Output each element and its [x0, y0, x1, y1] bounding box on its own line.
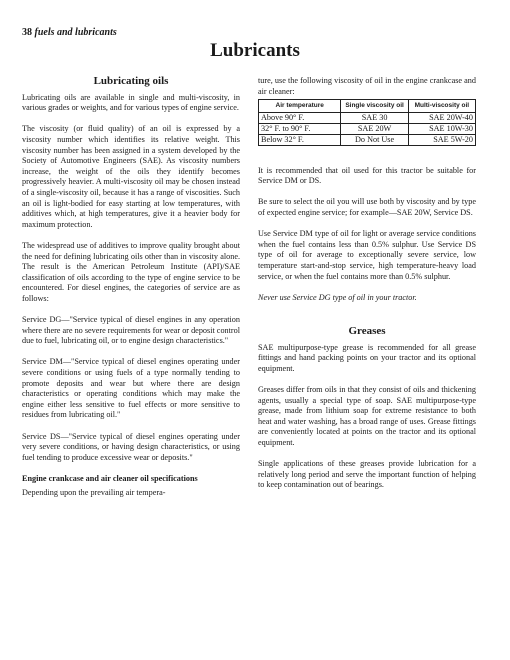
greases-heading: Greases [348, 325, 386, 337]
viscosity-table [258, 99, 476, 146]
table-row [259, 134, 476, 145]
paragraph: Depending upon the prevailing air tempera- [22, 487, 166, 497]
paragraph: The viscosity (or fluid quality) of an oil is expressed by a viscosity number which identifies its relative weight. This viscosity number has been assigned in a system developed by the Society of Automotive Engineers (SAE). As viscosity numbers increase, the weight of the oils they identify becomes progressively heavier. A multi-viscosity oil may be chosen instead of a single-viscosity oil, because it has a range of viscosities. Such an oil is light-bodied for easy starting at low temperatures, with additives which, at high temperatures, give it a heavier body for maximum protection. [22, 124, 240, 229]
table-row [259, 123, 476, 134]
lubricating-oils-heading: Lubricating oils [93, 75, 169, 87]
table-cell: 32° F. to 90° F. [259, 123, 341, 134]
running-head [22, 27, 117, 38]
paragraph: Lubricating oils are available in single and multi-viscosity, in various grades or weights, and for various types of engine service. [22, 92, 240, 113]
paragraph: Greases differ from oils in that they consist of oils and thickening agents, usually a special type of soap. SAE multipurpose-type grease, made from lithium soap for extreme resistance to both heat and water washing, has a broad range of uses. Grease fittings are conveniently located at points on the tractor and its optional equipment. [258, 384, 476, 447]
table-header-single-viscosity: Single viscosity oil [341, 100, 408, 113]
paragraph: Be sure to select the oil you will use both by viscosity and by type of expected engine service; for example—SAE 20W, Service DS. [258, 197, 476, 218]
table-cell: SAE 30 [341, 112, 408, 123]
paragraph: Use Service DM type of oil for light or average service conditions when the fuel contains less than 0.5% sulphur. Use Service DS type of oil for average to exceptionally severe service, low temperature start-and-stop service, high temperature-heavy load service, or when the fuel contains more than 0.5% sulphur. [258, 229, 476, 281]
paragraph: The widespread use of additives to improve quality brought about the need for defining lubricating oils other than in viscosity alone. The result is the American Petroleum Institute (API)/SAE classification of oils according to the type of engine service to be encountered. For diesel engines, the categories of service are as follows: [22, 240, 240, 303]
table-row [259, 112, 476, 123]
left-column [22, 76, 240, 500]
table-cell: SAE 20W-40 [408, 112, 475, 123]
oil-specifications-subheading: Engine crankcase and air cleaner oil specifications [22, 473, 198, 483]
table-cell: SAE 5W-20 [408, 134, 475, 145]
warning-note: Never use Service DG type of oil in your tractor. [258, 292, 417, 302]
section-name: fuels and lubricants [34, 27, 117, 38]
table-cell: SAE 20W [341, 123, 408, 134]
table-header-multi-viscosity: Multi-viscosity oil [408, 100, 475, 113]
table-cell: Do Not Use [341, 134, 408, 145]
table-cell: SAE 10W-30 [408, 123, 475, 134]
table-cell: Below 32° F. [259, 134, 341, 145]
paragraph: Service DM—"Service typical of diesel engines operating under severe conditions or using fuels of a type normally tending to promote deposits and wear but where there are design characteristics or operating conditions which may make the engine either less sensitive to fuel effects or more sensitive to residues from lubricating oil." [22, 357, 240, 420]
paragraph: It is recommended that oil used for this tractor be suitable for Service DM or DS. [258, 165, 476, 186]
paragraph: Service DS—"Service typical of diesel engines operating under very severe conditions, or having design characteristics, or using fuel tending to produce excessive wear or deposits." [22, 431, 240, 462]
paragraph: ture, use the following viscosity of oil in the engine crankcase and air cleaner: [258, 76, 476, 96]
page-title: Lubricants [210, 40, 300, 61]
table-header-air-temperature: Air temperature [259, 100, 341, 113]
page-number: 38 [22, 27, 32, 38]
paragraph: SAE multipurpose-type grease is recommended for all grease fittings and hand packing points on your tractor and its optional equipment. [258, 342, 476, 373]
table-cell: Above 90° F. [259, 112, 341, 123]
table-header-row [259, 100, 476, 113]
paragraph: Single applications of these greases provide lubrication for a relatively long period and serve the important function of helping to keep contamination out of bearings. [258, 459, 476, 490]
right-column [258, 76, 476, 502]
paragraph: Service DG—"Service typical of diesel engines in any operation where there are no severe requirements for wear or deposit control due to fuel, lubricating oil, or to engine design characteristics." [22, 315, 240, 346]
